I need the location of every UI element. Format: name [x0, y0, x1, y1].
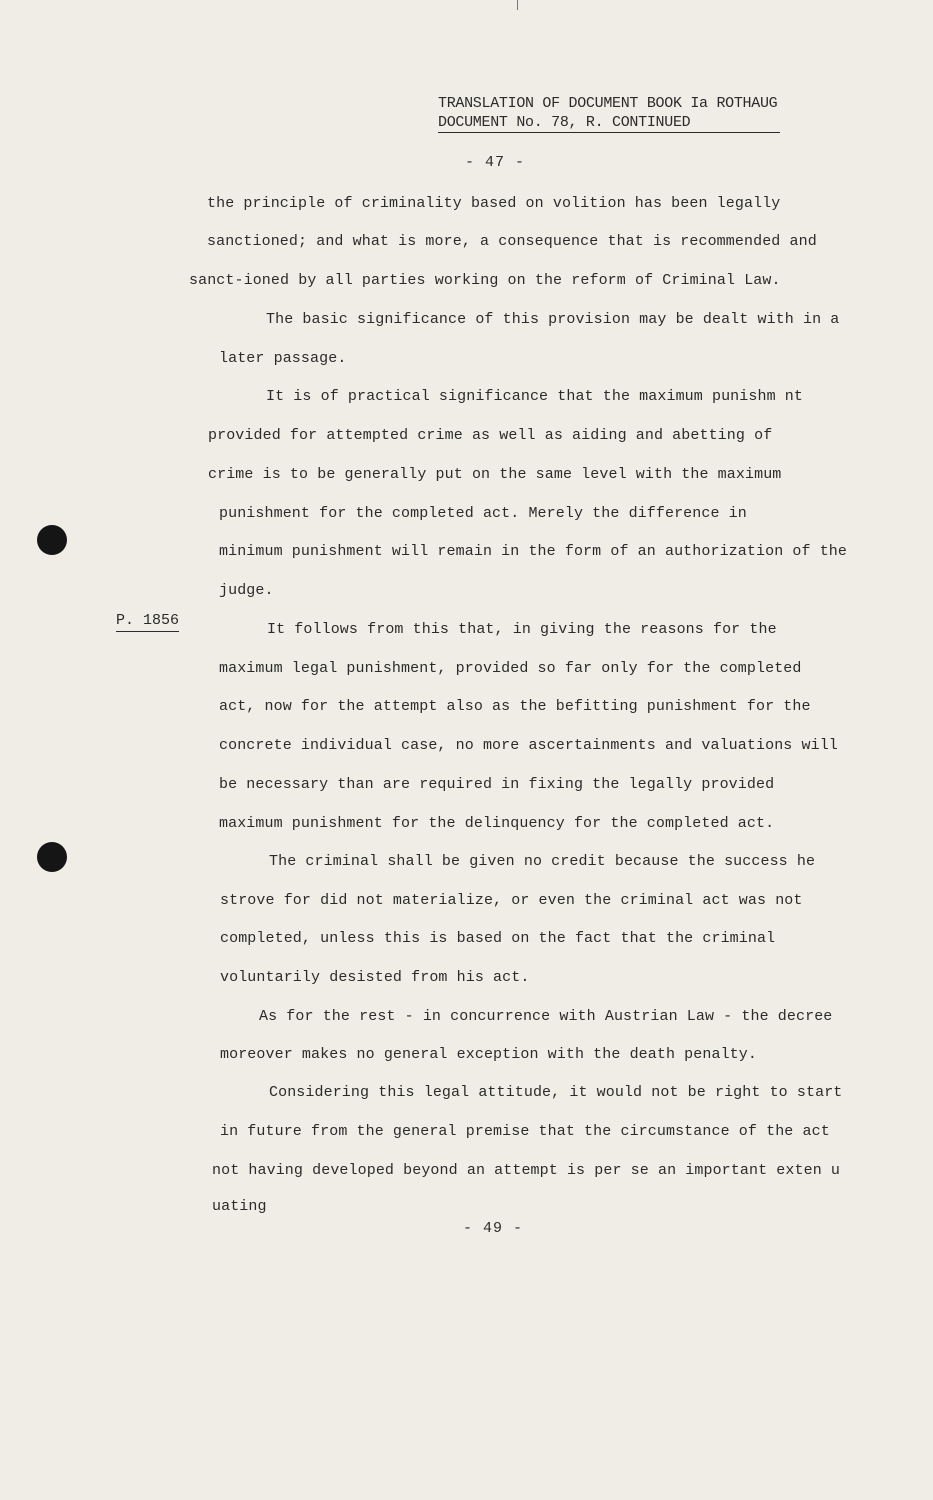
- text-line: maximum legal punishment, provided so far only for the completed: [219, 660, 802, 677]
- text-line: As for the rest - in concurrence with Austrian Law - the decree: [259, 1008, 833, 1025]
- margin-note: P. 1856: [116, 612, 179, 632]
- page-number-bottom: - 49 -: [463, 1220, 524, 1237]
- punch-hole-lower: [37, 842, 67, 872]
- text-line: It follows from this that, in giving the reasons for the: [267, 621, 777, 638]
- text-line: provided for attempted crime as well as aiding and abetting of: [208, 427, 773, 444]
- text-line: strove for did not materialize, or even the criminal act was not: [220, 892, 803, 909]
- text-line: The basic significance of this provision may be dealt with in a: [266, 311, 840, 328]
- text-line: Considering this legal attitude, it would not be right to start: [269, 1084, 843, 1101]
- text-line: act, now for the attempt also as the befitting punishment for the: [219, 698, 811, 715]
- top-mark: [517, 0, 518, 10]
- text-line: in future from the general premise that the circumstance of the act: [220, 1123, 830, 1140]
- text-line: minimum punishment will remain in the form of an authorization of the: [219, 543, 848, 560]
- text-line: judge.: [219, 582, 274, 599]
- text-line: voluntarily desisted from his act.: [220, 969, 530, 986]
- text-line: concrete individual case, no more ascertainments and valuations will: [219, 737, 838, 754]
- text-line: the principle of criminality based on volition has been legally: [207, 195, 781, 212]
- text-line: It is of practical significance that the maximum punishm nt: [266, 388, 803, 405]
- text-line: not having developed beyond an attempt is per se an important exten u: [212, 1162, 841, 1179]
- text-line: punishment for the completed act. Merely the difference in: [219, 505, 747, 522]
- punch-hole-upper: [37, 525, 67, 555]
- document-header: [438, 94, 816, 133]
- text-line: uating: [212, 1198, 267, 1215]
- text-line: crime is to be generally put on the same level with the maximum: [208, 466, 782, 483]
- text-line: The criminal shall be given no credit because the success he: [269, 853, 816, 870]
- text-line: maximum punishment for the delinquency for the completed act.: [219, 815, 775, 832]
- header-line-1: TRANSLATION OF DOCUMENT BOOK Ia ROTHAUG: [438, 95, 778, 112]
- text-line: later passage.: [219, 350, 347, 367]
- text-line: sanctioned; and what is more, a consequence that is recommended and: [207, 233, 817, 250]
- header-line-2: DOCUMENT No. 78, R. CONTINUED: [438, 113, 780, 133]
- text-line: moreover makes no general exception with the death penalty.: [220, 1046, 757, 1063]
- page-number-top: - 47 -: [465, 154, 526, 171]
- text-line: sanct-ioned by all parties working on the reform of Criminal Law.: [189, 272, 781, 289]
- text-line: be necessary than are required in fixing the legally provided: [219, 776, 775, 793]
- text-line: completed, unless this is based on the fact that the criminal: [220, 930, 776, 947]
